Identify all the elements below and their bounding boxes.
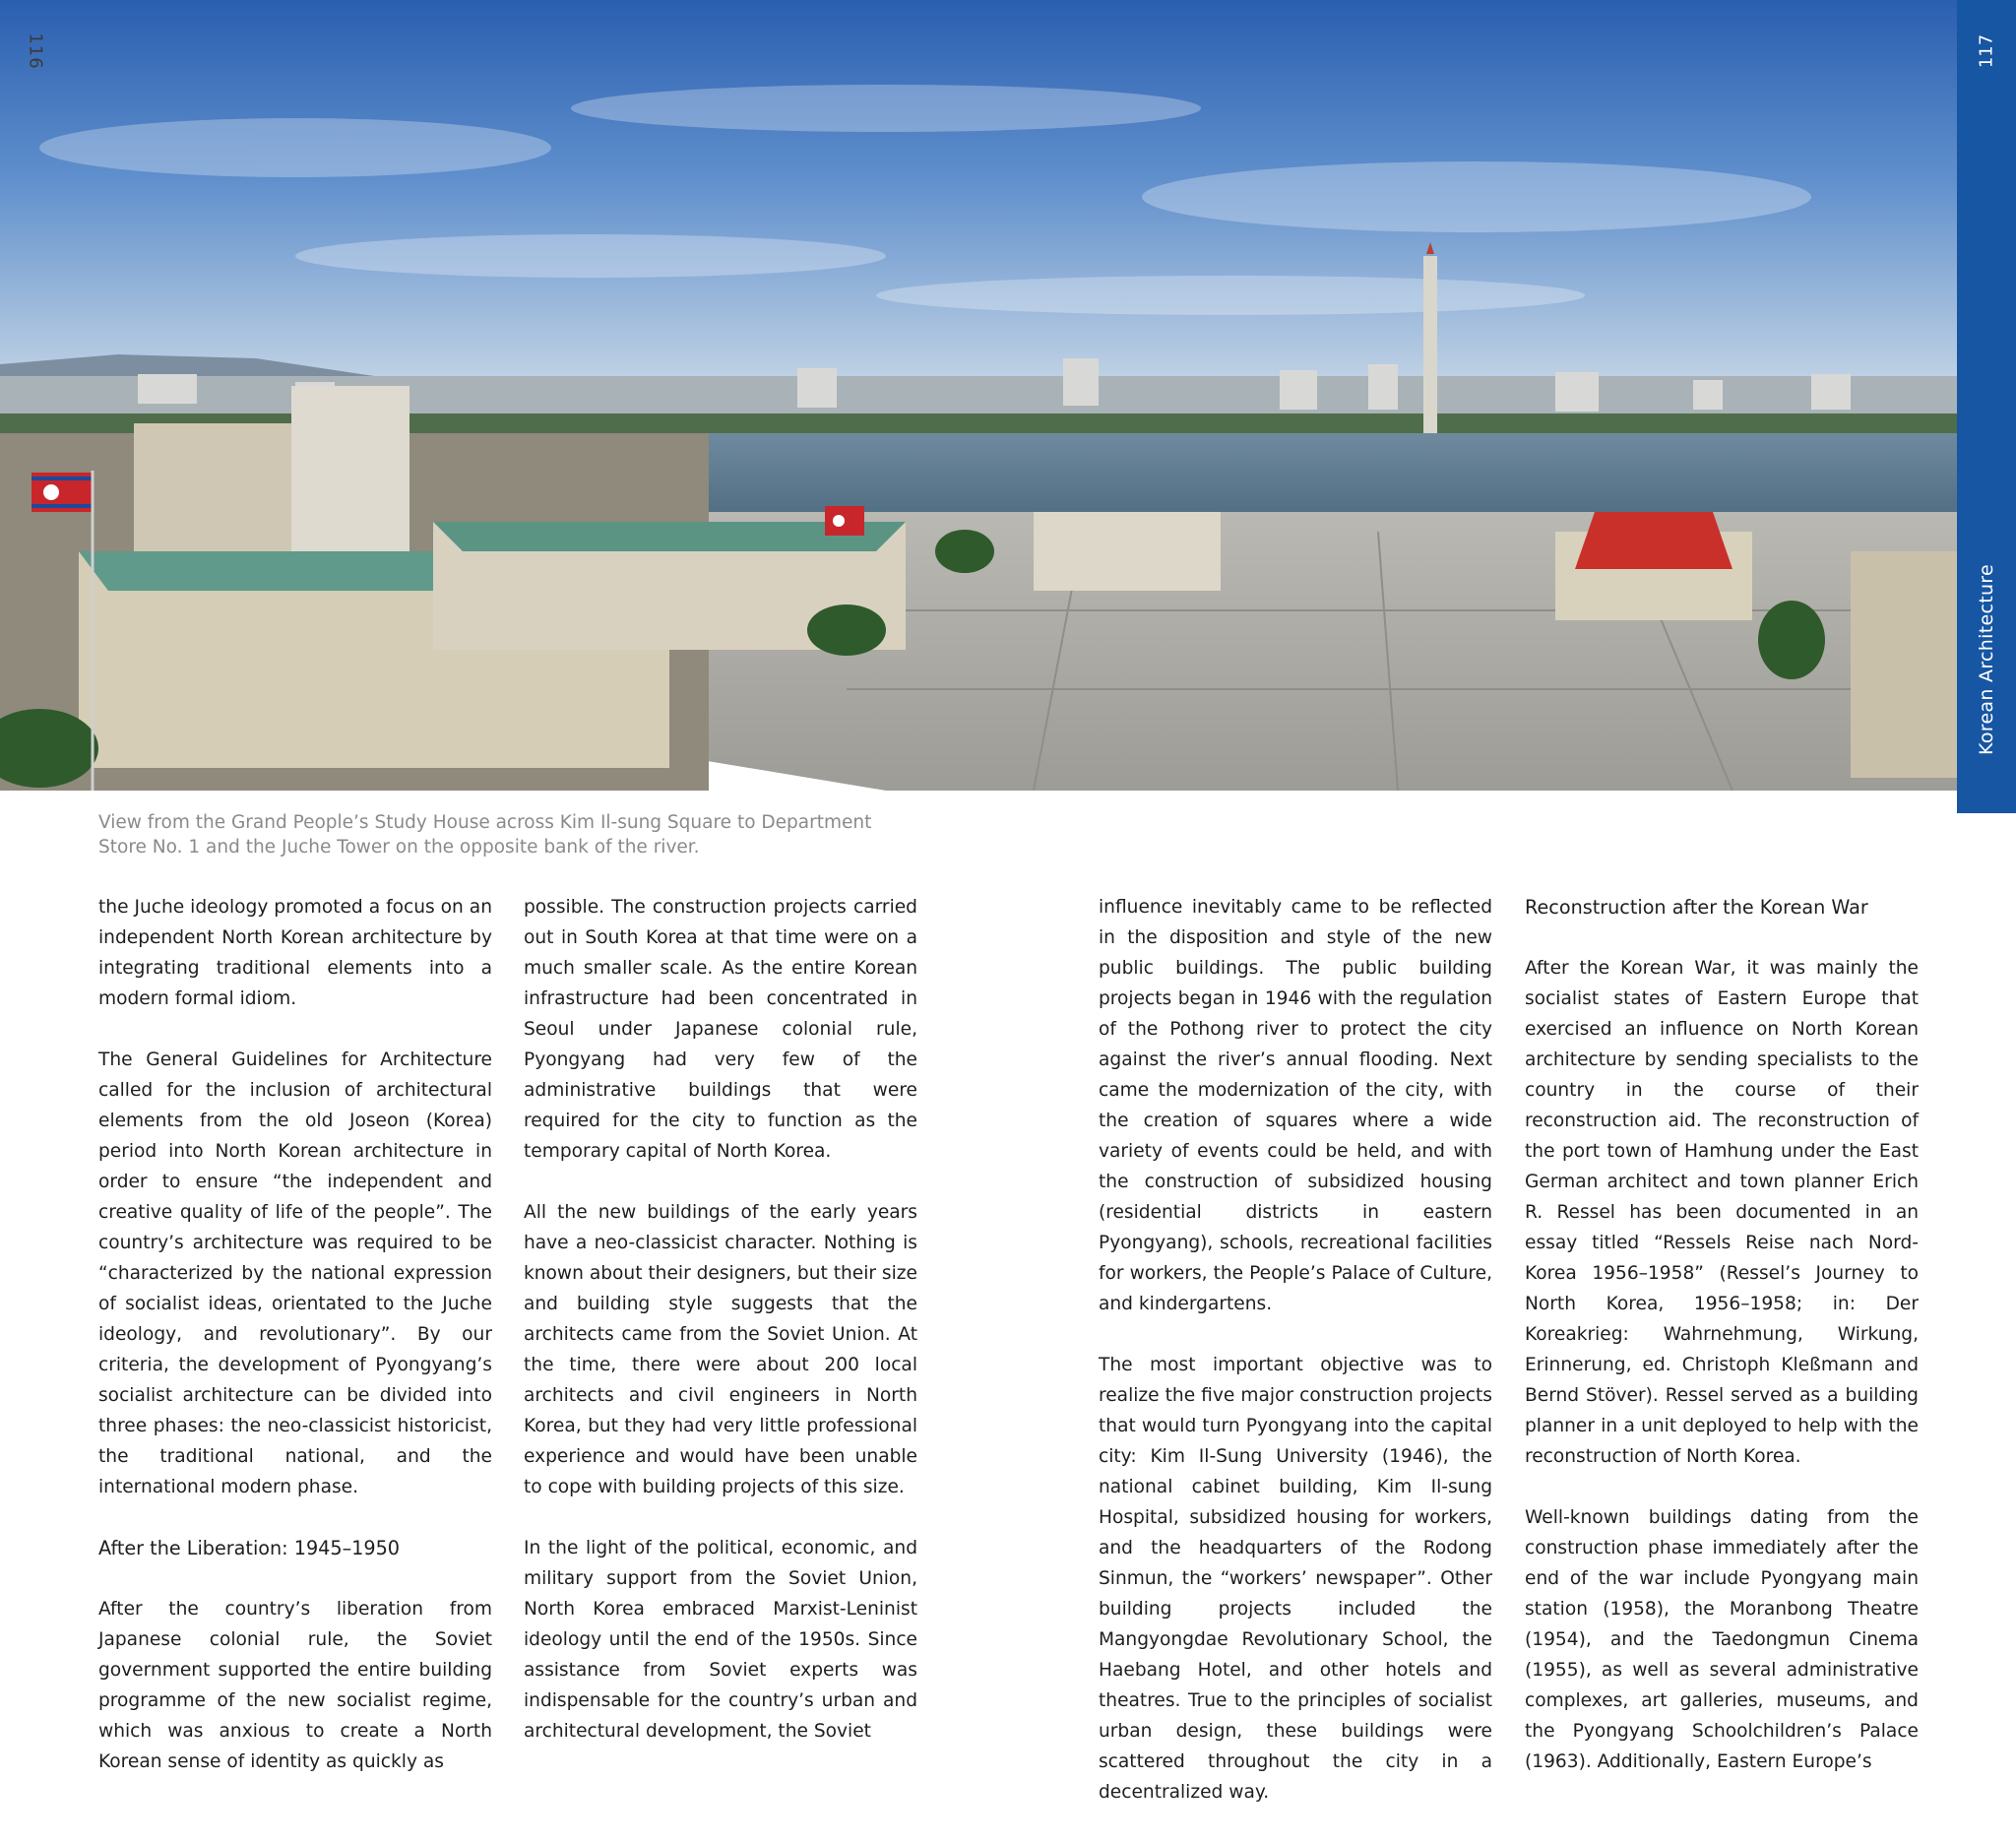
paragraph: The General Guidelines for Architecture called for the inclusion of architectural elements from the old Joseon (Korea) period into North Korean architecture in order to ensure “the independent and creative quality of life of the people”. The country’s architecture was required to be “characterized by the national expression of socialist ideas, orientated to the Juche ideology, and revolutionary”. By our criteria, the development of Pyongyang’s socialist architecture can be divided into three phases: the neo-classicist historicist, the traditional national, and the international modern phase. (98, 1049, 492, 1497)
section-label: Korean Architecture (1976, 564, 1997, 755)
section-heading: Reconstruction after the Korean War (1525, 896, 1868, 919)
paragraph: The most important objective was to realize the five major construction projects that would turn Pyongyang into the capital city: Kim Il-Sung University (1946), the national cabinet building, Kim Il-sung Hospital, subsidized housing for workers, and the headquarters of the Rodong Sinmun, the “workers’ newspaper”. Other building projects included the Mangyongdae Revolutionary School, the Haebang Hotel, and other hotels and theatres. True to the principles of socialist urban design, these buildings were scattered throughout the city in a decentralized way. (1099, 1355, 1492, 1803)
paragraph: After the Korean War, it was mainly the socialist states of Eastern Europe that exercised an influence on North Korean architecture by sending specialists to the country in the course of their reconstruction aid. The reconstruction of the port town of Hamhung under the East German architect and town planner Erich R. Ressel has been documented in an essay titled “Ressels Reise nach Nord-Korea 1956–1958” (Ressel’s Journey to North Korea, 1956–1958; in: Der Koreakrieg: Wahrnehmung, Wirkung, Erinnerung, ed. Christoph Kleßmann and Bernd Stöver). Ressel served as a building planner in a unit deployed to help with the reconstruction of North Korea. (1525, 958, 1919, 1467)
page-number-right: 117 (1976, 33, 1997, 69)
paragraph: In the light of the political, economic, and military support from the Soviet Union, North Korea embraced Marxist-Leninist ideology until the end of the 1950s. Since assistance from Soviet experts was indispensable for the country’s urban and architectural development, the Soviet (524, 1538, 917, 1742)
flag-center (825, 506, 864, 536)
text-column-4 (1525, 892, 1919, 1777)
juche-tower (1423, 242, 1437, 433)
panorama-illustration (0, 0, 1957, 791)
paragraph: After the country’s liberation from Japanese colonial rule, the Soviet government supported the entire building programme of the new socialist regime, which was anxious to create a North Korean sense of identity as quickly as (98, 1599, 492, 1772)
paragraph: the Juche ideology promoted a focus on an independent North Korean architecture by integrating traditional elements into a modern formal idiom. (98, 897, 492, 1009)
section-tab (1957, 0, 2016, 813)
text-column-2 (524, 892, 917, 1747)
panorama-photo (0, 0, 1957, 791)
paragraph: All the new buildings of the early years have a neo-classicist character. Nothing is known about their designers, but their size and building style suggests that the architects came from the Soviet Union. At the time, there were about 200 local architects and civil engineers in North Korea, but they had very little professional experience and would have been unable to cope with building projects of this size. (524, 1202, 917, 1497)
paragraph: Well-known buildings dating from the construction phase immediately after the end of the war include Pyongyang main station (1958), the Moranbong Theatre (1954), and the Taedongmun Cinema (1955), as well as several administrative complexes, art galleries, museums, and the Pyongyang Schoolchildren’s Palace (1963). Additionally, Eastern Europe’s (1525, 1507, 1919, 1772)
text-column-3 (1099, 892, 1492, 1808)
page-number-left: 116 (25, 32, 46, 70)
paragraph: influence inevitably came to be reflected in the disposition and style of the new public buildings. The public building projects began in 1946 with the regulation of the Pothong river to protect the city against the river’s annual flooding. Next came the modernization of the city, with the creation of squares where a wide variety of events could be held, and with the construction of subsidized housing (residential districts in eastern Pyongyang), schools, recreational facilities for workers, the People’s Palace of Culture, and kindergartens. (1099, 897, 1492, 1314)
paragraph: possible. The construction projects carried out in South Korea at that time were on a much smaller scale. As the entire Korean infrastructure had been concentrated in Seoul under Japanese colonial rule, Pyongyang had very few of the administrative buildings that were required for the city to function as the temporary capital of North Korea. (524, 897, 917, 1162)
section-heading: After the Liberation: 1945–1950 (98, 1537, 400, 1559)
text-column-1 (98, 892, 492, 1777)
photo-caption: View from the Grand People’s Study House across Kim Il-sung Square to Department Store No. 1 and the Juche Tower on the opposite bank of the river. (98, 812, 872, 858)
